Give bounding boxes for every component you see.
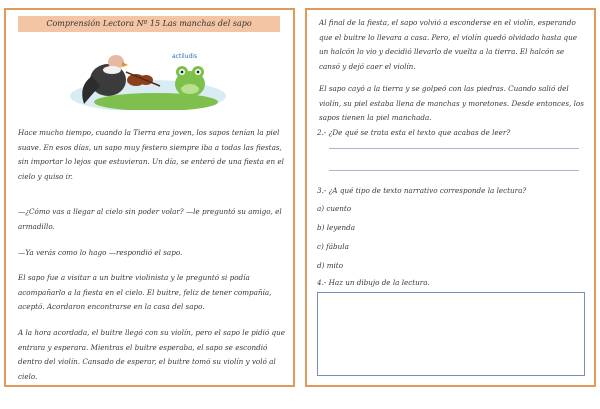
- story-block-2: [18, 205, 286, 234]
- story-paragraph-4: El sapo fue a visitar a un buitre violinista y le preguntó si podía acompañarlo a la fiesta en el cielo. El buitre, feliz de tener compañía, aceptó. Acordaron encontrarse en la casa del sapo.: [18, 273, 272, 312]
- option-d[interactable]: d) mito: [317, 261, 344, 270]
- option-c[interactable]: c) fábula: [317, 242, 349, 251]
- option-a[interactable]: a) cuento: [317, 204, 352, 213]
- worksheet-title: Comprensión Lectora Nº 15 Las manchas del sapo: [18, 16, 280, 32]
- logo-text: actiludis: [172, 53, 198, 60]
- drawing-box[interactable]: [317, 292, 585, 376]
- answer-line-1[interactable]: [329, 148, 579, 149]
- story-block-3: [18, 246, 286, 261]
- story-block-5: [18, 326, 286, 384]
- story-paragraph-1: Hace mucho tiempo, cuando la Tierra era joven, los sapos tenían la piel suave. En esos días, un sapo muy festero siempre iba a todas las fiestas, sin importar lo lejos que estuvieran. Un día, se enteró de una fiesta en el cielo y quiso ir.: [18, 128, 284, 181]
- story-block-4: [18, 271, 286, 315]
- story-paragraph-7: El sapo cayó a la tierra y se golpeó con las piedras. Cuando salió del violín, su piel estaba llena de manchas y moretones. Desde entonces, los sapos tienen la piel manchada.: [319, 84, 584, 123]
- story-paragraph-6: Al final de la fiesta, el sapo volvió a esconderse en el violín, esperando que el buitre lo llevara a casa. Pero, el violín quedó olvidado hasta que un halcón lo vio y decidió llevarlo de vuelta a la tierra. El halcón se cansó y dejó caer el violín.: [319, 18, 577, 71]
- story-paragraph-2: —¿Cómo vas a llegar al cielo sin poder volar? —le preguntó su amigo, el armadillo.: [18, 207, 282, 231]
- question-3: 3.- ¿A qué tipo de texto narrativo corresponde la lectura?: [317, 186, 527, 195]
- story-block-7: [319, 82, 587, 126]
- answer-line-2[interactable]: [329, 170, 579, 171]
- question-4: 4.- Haz un dibujo de la lectura.: [317, 278, 430, 287]
- option-b[interactable]: b) leyenda: [317, 223, 356, 232]
- left-page: [4, 8, 295, 387]
- story-paragraph-3: —Ya verás como lo hago —respondió el sapo.: [18, 248, 183, 257]
- question-2: 2.- ¿De qué se trata esta el texto que acabas de leer?: [317, 128, 511, 137]
- story-text-left: [18, 126, 286, 184]
- story-block-6: [319, 16, 587, 74]
- story-paragraph-5: A la hora acordada, el buitre llegó con su violín, pero el sapo le pidió que entrara y esperara. Mientras el buitre esperaba, el sapo se escondió dentro del violín. Cansado de esperar, el buitre tomó su violín y voló al cielo.: [18, 328, 286, 381]
- vulture-frog-illustration: [68, 46, 228, 110]
- right-page: [305, 8, 596, 387]
